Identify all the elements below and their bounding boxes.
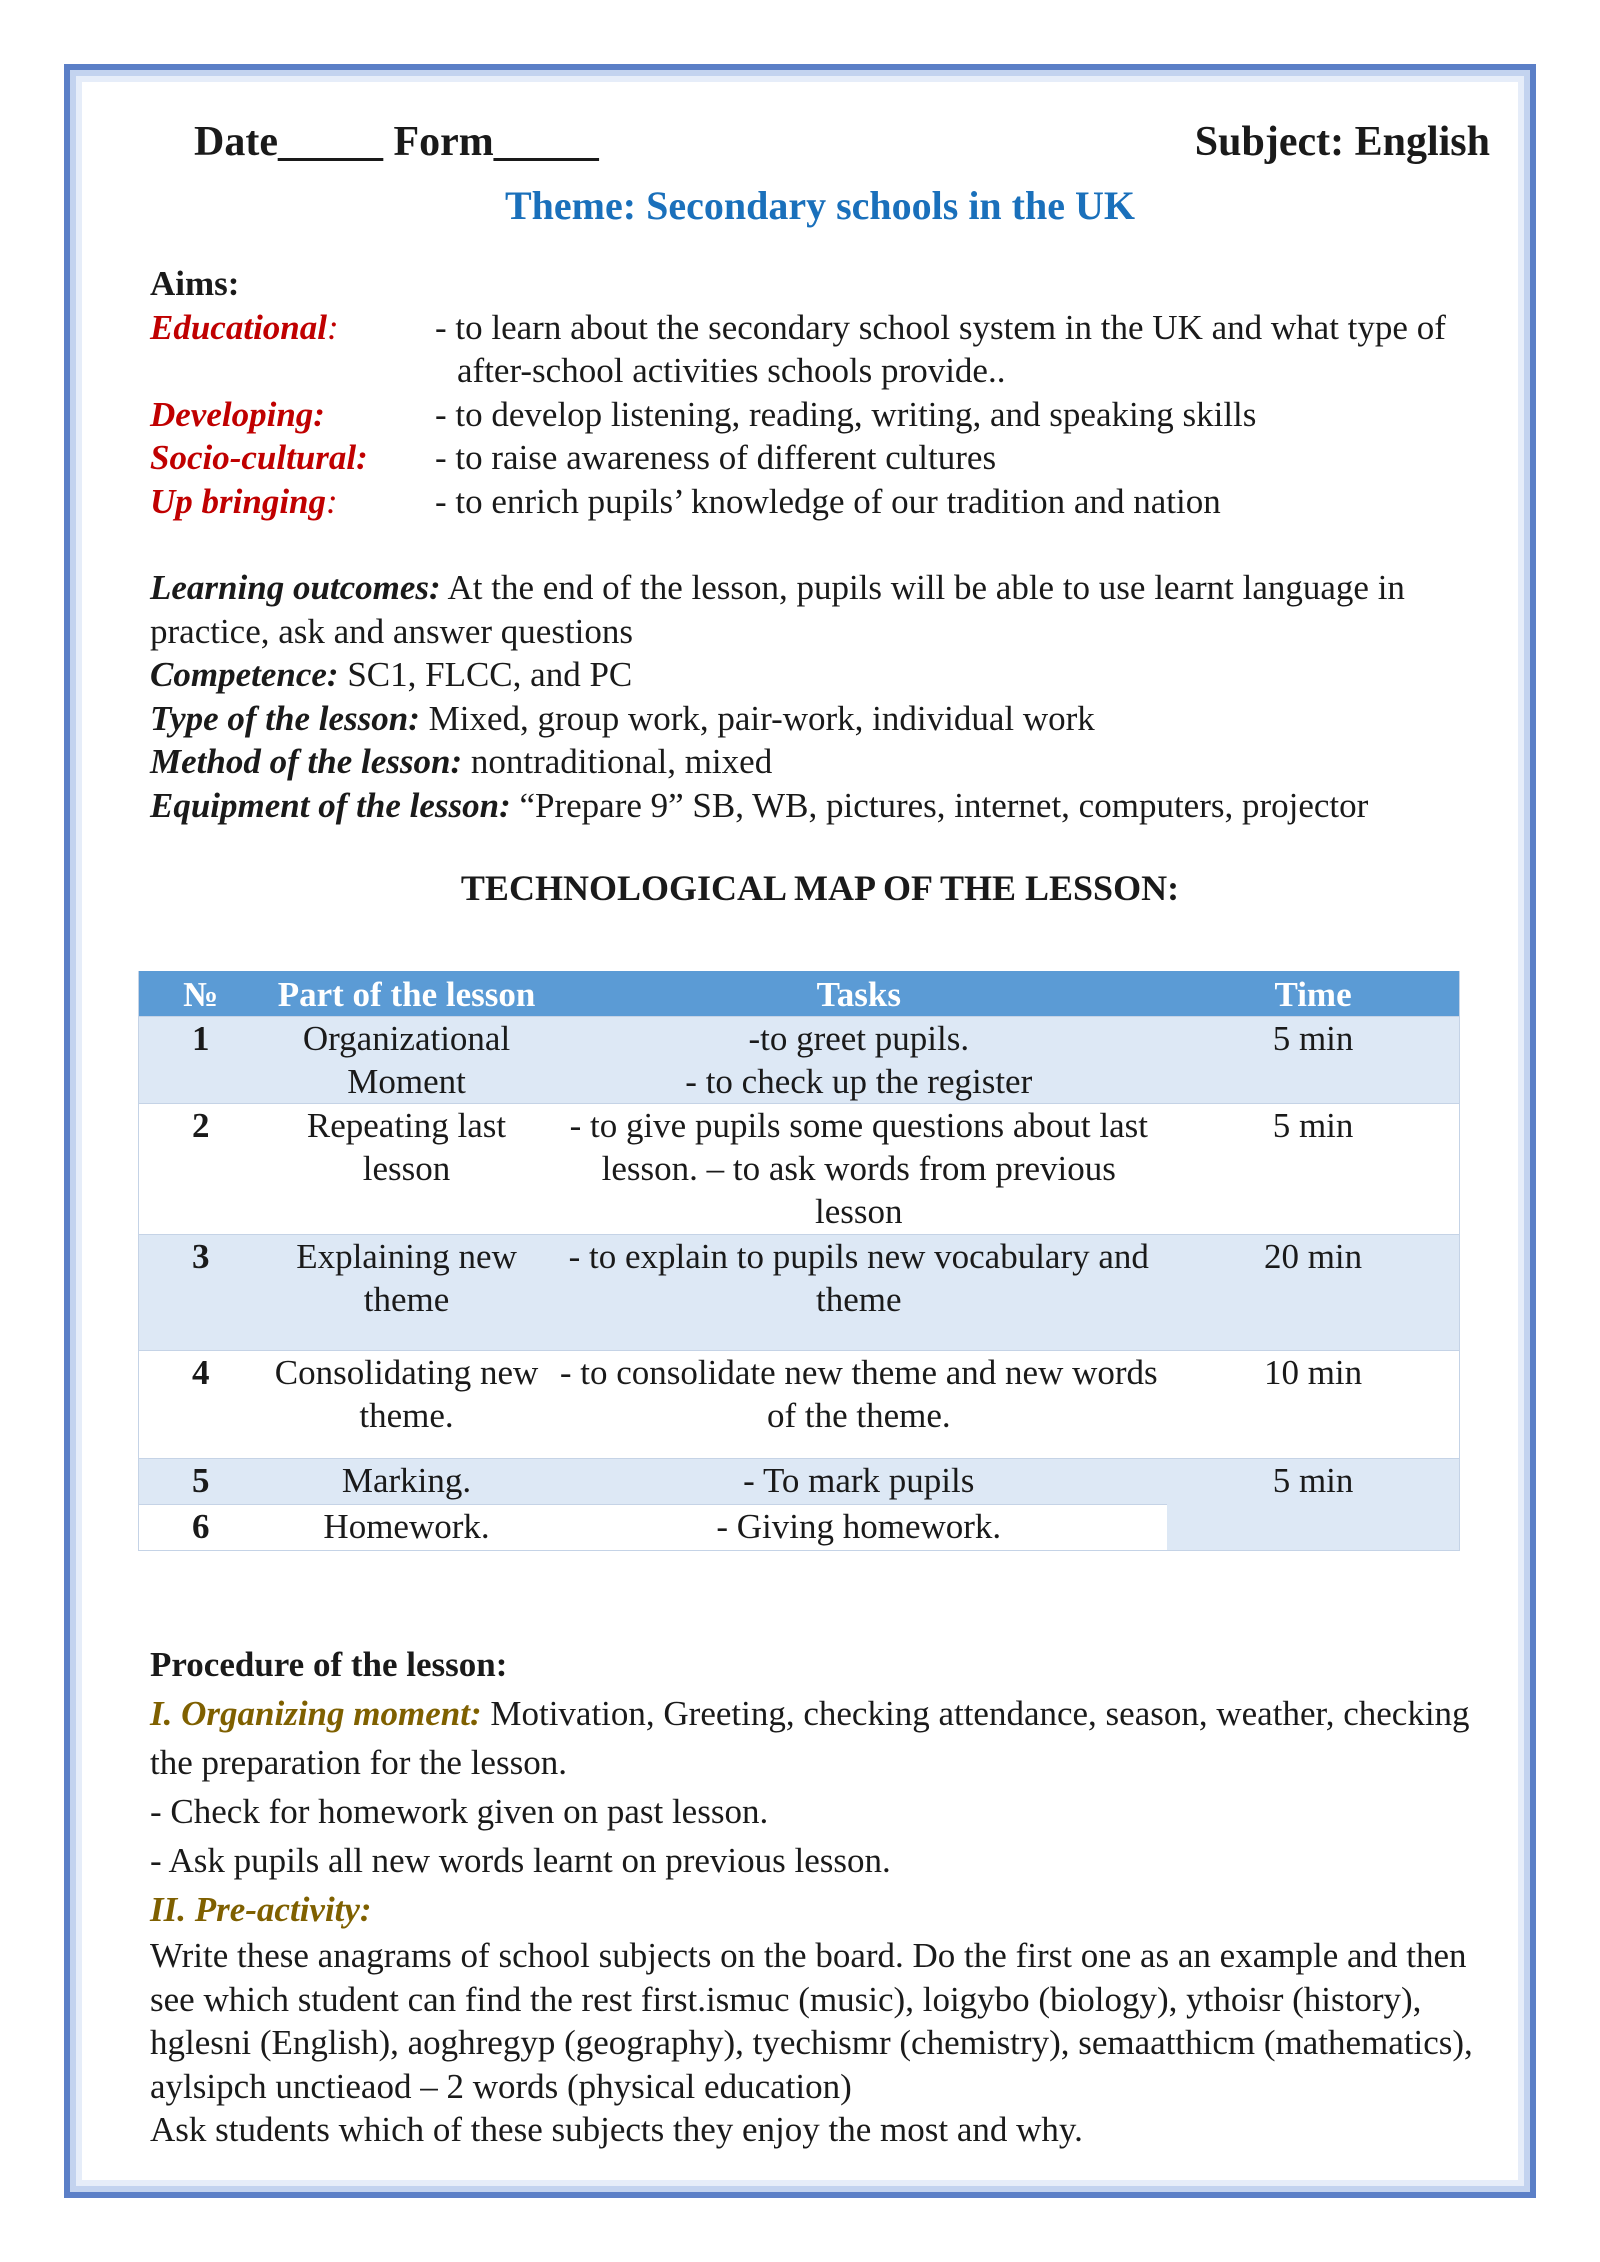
table-row bbox=[139, 1235, 1460, 1351]
aim-up-bringing: Up bringing: - to enrich pupils’ knowledge of our tradition and nation bbox=[150, 480, 1490, 524]
date-form-label: Date_____ Form_____ bbox=[194, 119, 599, 165]
aims-section bbox=[150, 262, 1490, 523]
row-tasks: - Giving homework. bbox=[550, 1505, 1167, 1551]
row-number: 1 bbox=[139, 1017, 263, 1104]
row-number: 5 bbox=[139, 1459, 263, 1505]
technological-map-table bbox=[138, 971, 1460, 1551]
procedure-heading: Procedure of the lesson: bbox=[150, 1645, 508, 1684]
row-time: 5 min bbox=[1167, 1104, 1459, 1235]
table-row bbox=[139, 1351, 1460, 1459]
aim-text: - to raise awareness of different cultures bbox=[435, 438, 997, 477]
table-row bbox=[139, 1104, 1460, 1235]
title-row bbox=[150, 110, 1490, 170]
lesson-type: Type of the lesson: Mixed, group work, pair-work, individual work bbox=[150, 698, 1095, 738]
row-part: Homework. bbox=[263, 1505, 551, 1551]
lesson-details bbox=[150, 566, 1490, 827]
map-title: TECHNOLOGICAL MAP OF THE LESSON: bbox=[460, 868, 1180, 908]
aims-heading: Aims: bbox=[150, 264, 240, 303]
organizing-moment: I. Organizing moment: Motivation, Greeting, checking attendance, season, weather, checking the preparation for the lesson. bbox=[150, 1694, 1470, 1782]
aim-text: - to learn about the secondary school system in the UK and what type of after-school activities schools provide.. bbox=[435, 307, 1446, 390]
pre-activity-text: Write these anagrams of school subjects on the board. Do the first one as an example and then see which student can find the rest first.ismuc (music), loigybo (biology), ythoisr (history), hglesni (English), aoghregyp (geography), tyechismr (chemistry), semaatthicm (mathematics), aylsipch unctieaod – 2 words (physical education) bbox=[150, 1936, 1473, 2106]
aim-text: - to develop listening, reading, writing, and speaking skills bbox=[435, 394, 1257, 434]
check-homework: - Check for homework given on past lesson. bbox=[150, 1792, 769, 1831]
ask-students: Ask students which of these subjects they enjoy the most and why. bbox=[150, 2110, 1083, 2149]
row-number: 2 bbox=[139, 1104, 263, 1235]
row-time: 20 min bbox=[1167, 1235, 1459, 1351]
learning-outcomes: Learning outcomes: At the end of the lesson, pupils will be able to use learnt language in practice, ask and answer questions bbox=[150, 568, 1405, 651]
column-header-number: № bbox=[139, 971, 263, 1017]
row-part: Consolidating new theme. bbox=[263, 1351, 551, 1459]
theme-title: Theme: Secondary schools in the UK bbox=[505, 183, 1135, 228]
lesson-plan-header bbox=[150, 110, 1490, 909]
aim-educational: Educational: - to learn about the secondary school system in the UK and what type of after-school activities schools provide.. bbox=[150, 306, 1490, 393]
procedure-section bbox=[150, 1640, 1490, 2152]
row-number: 3 bbox=[139, 1235, 263, 1351]
aim-text: - to enrich pupils’ knowledge of our tradition and nation bbox=[435, 481, 1221, 521]
row-tasks: - to explain to pupils new vocabulary and theme bbox=[550, 1235, 1167, 1351]
aim-socio-cultural bbox=[150, 436, 1490, 480]
aim-label: Developing: bbox=[150, 394, 325, 434]
table-row bbox=[139, 1017, 1460, 1104]
row-tasks: - to give pupils some questions about last lesson. – to ask words from previous lesson bbox=[550, 1104, 1167, 1235]
aim-label: Up bringing bbox=[150, 481, 327, 521]
row-time: 5 min bbox=[1167, 1459, 1459, 1551]
aim-label: Socio-cultural: bbox=[150, 438, 368, 477]
lesson-method: Method of the lesson: nontraditional, mixed bbox=[150, 742, 773, 781]
row-part: Repeating last lesson bbox=[263, 1104, 551, 1235]
lesson-equipment: Equipment of the lesson: “Prepare 9” SB, WB, pictures, internet, computers, projector bbox=[150, 785, 1369, 825]
competence: Competence: SC1, FLCC, and PC bbox=[150, 655, 633, 694]
table-header-row bbox=[139, 971, 1460, 1017]
aim-developing bbox=[150, 393, 1490, 437]
row-tasks: - to consolidate new theme and new words of the theme. bbox=[550, 1351, 1167, 1459]
row-part: Organizational Moment bbox=[263, 1017, 551, 1104]
row-part: Explaining new theme bbox=[263, 1235, 551, 1351]
subject-label: Subject: English bbox=[1194, 119, 1490, 165]
row-tasks: -to greet pupils. - to check up the register bbox=[550, 1017, 1167, 1104]
column-header-part: Part of the lesson bbox=[263, 971, 551, 1017]
row-number: 6 bbox=[139, 1505, 263, 1551]
row-part: Marking. bbox=[263, 1459, 551, 1505]
row-time: 5 min bbox=[1167, 1017, 1459, 1104]
aim-label: Educational bbox=[150, 307, 327, 347]
table-row bbox=[139, 1459, 1460, 1505]
row-number: 4 bbox=[139, 1351, 263, 1459]
row-tasks: - To mark pupils bbox=[550, 1459, 1167, 1505]
pre-activity-heading: II. Pre-activity: bbox=[150, 1890, 372, 1929]
ask-words: - Ask pupils all new words learnt on previous lesson. bbox=[150, 1841, 891, 1880]
row-time: 10 min bbox=[1167, 1351, 1459, 1459]
column-header-time: Time bbox=[1167, 971, 1459, 1017]
column-header-tasks: Tasks bbox=[550, 971, 1167, 1017]
